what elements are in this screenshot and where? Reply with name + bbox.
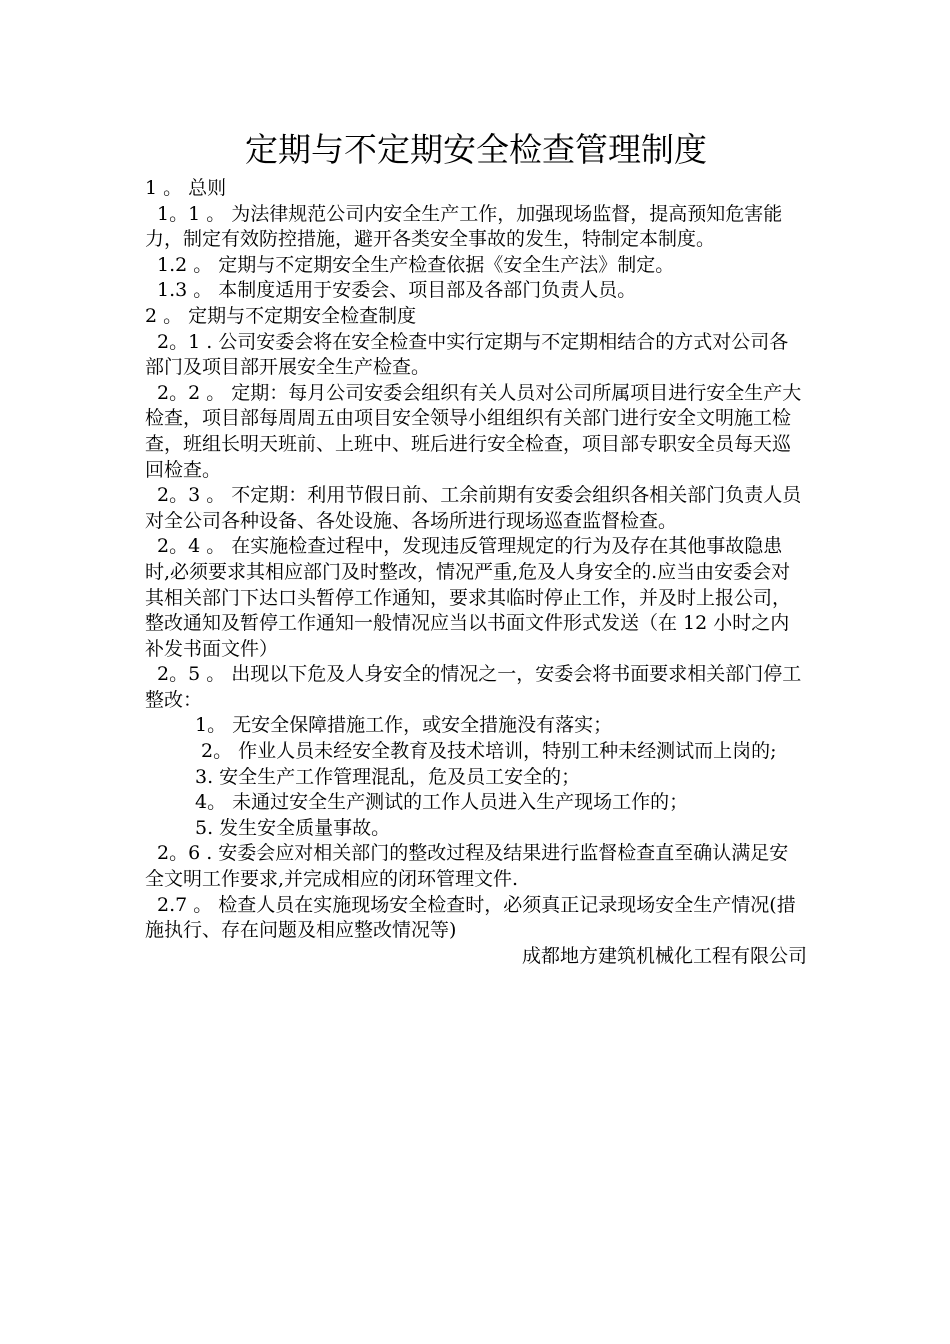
paragraph: 3. 安全生产工作管理混乱，危及员工安全的； — [195, 765, 581, 788]
paragraph: 2。4 。 在实施检查过程中，发现违反管理规定的行为及存在其他事故隐患时,必须要求其相应部门及时整改，情况严重,危及人身安全的.应当由安委会对其相关部门下达口头暂停工作通知，要求其临时停止工作，并及时上报公司，整改通知及暂停工作通知一般情况应当以书面文件形式发送（在 12 小时之内补发书面文件） — [145, 535, 792, 660]
document-body — [145, 176, 807, 944]
paragraph: 1。1 。 为法律规范公司内安全生产工作，加强现场监督，提高预知危害能力，制定有效防控措施，避开各类安全事故的发生，特制定本制度。 — [145, 202, 783, 251]
paragraph: 1。 无安全保障措施工作，或安全措施没有落实； — [195, 714, 613, 737]
paragraph: 2 。 定期与不定期安全检查制度 — [145, 304, 417, 327]
paragraph: 2。1 . 公司安委会将在安全检查中实行定期与不定期相结合的方式对公司各部门及项目部开展安全生产检查。 — [145, 330, 789, 379]
document-title: 定期与不定期安全检查管理制度 — [245, 130, 707, 169]
paragraph: 4。 未通过安全生产测试的工作人员进入生产现场工作的； — [195, 791, 689, 814]
paragraph: 2.7 。 检查人员在实施现场安全检查时，必须真正记录现场安全生产情况(措施执行、存在问题及相应整改情况等) — [145, 893, 796, 942]
paragraph: 1 。 总则 — [145, 177, 227, 199]
company-signature: 成都地方建筑机械化工程有限公司 — [521, 944, 807, 967]
paragraph: 2。2 。 定期：每月公司安委会组织有关人员对公司所属项目进行安全生产大检查，项目部每周周五由项目安全领导小组组织有关部门进行安全文明施工检查，班组长明天班前、上班中、班后进行安全检查，项目部专职安全员每天巡回检查。 — [145, 381, 802, 481]
paragraph: 5. 发生安全质量事故。 — [195, 816, 391, 839]
document-page — [145, 128, 807, 969]
paragraph: 1.2 。 定期与不定期安全生产检查依据《安全生产法》制定。 — [157, 253, 675, 276]
paragraph: 2。 作业人员未经安全教育及技术培训，特别工种未经测试而上岗的; — [195, 740, 777, 763]
paragraph: 2。5 。 出现以下危及人身安全的情况之一，安委会将书面要求相关部门停工整改： — [145, 663, 802, 711]
paragraph: 2。3 。 不定期：利用节假日前、工余前期有安委会组织各相关部门负责人员对全公司各种设备、各处设施、各场所进行现场巡查监督检查。 — [145, 484, 802, 532]
paragraph: 2。6 . 安委会应对相关部门的整改过程及结果进行监督检查直至确认满足安全文明工作要求,并完成相应的闭环管理文件. — [145, 842, 789, 891]
paragraph: 1.3 。 本制度适用于安委会、项目部及各部门负责人员。 — [157, 279, 637, 302]
